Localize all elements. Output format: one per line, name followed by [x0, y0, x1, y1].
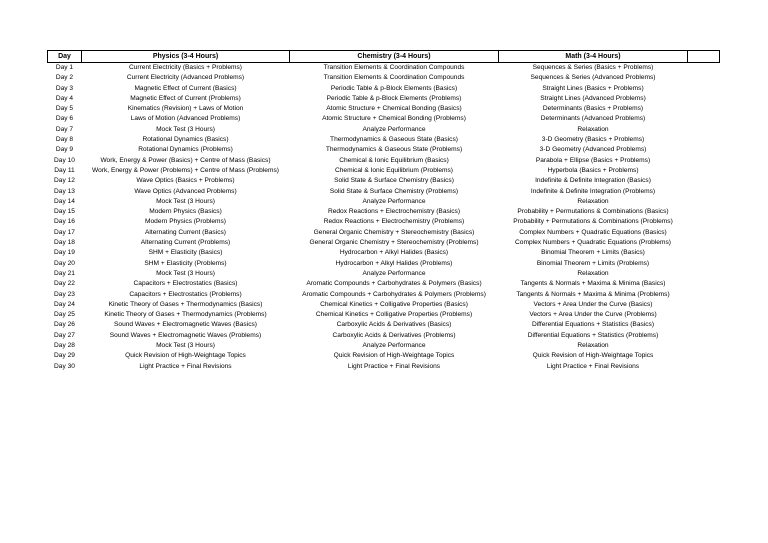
chemistry-cell: Aromatic Compounds + Carbohydrates & Polymers (Problems): [302, 290, 486, 298]
day-cell: Day 24: [54, 300, 75, 308]
table-row: [48, 290, 720, 300]
chemistry-cell: Hydrocarbon + Alkyl Halides (Basics): [339, 249, 449, 257]
header-chemistry: Chemistry (3-4 Hours): [290, 51, 499, 63]
header-physics: Physics (3-4 Hours): [82, 51, 290, 63]
chemistry-cell: Carboxylic Acids & Derivatives (Basics): [336, 321, 452, 329]
day-cell: Day 27: [54, 331, 75, 339]
table-row: [48, 259, 720, 269]
table-row: [48, 114, 720, 124]
day-cell: Day 14: [54, 197, 75, 205]
physics-cell: Kinetic Theory of Gases + Thermodynamics (Basics): [108, 300, 263, 308]
math-cell: Probability + Permutations & Combinations (Problems): [513, 218, 673, 226]
header-empty-cell: [688, 51, 720, 63]
empty-cell: [688, 197, 720, 207]
chemistry-cell: Transition Elements & Coordination Compounds: [323, 64, 465, 71]
math-cell: Parabola + Ellipse (Basics + Problems): [535, 156, 651, 164]
empty-cell: [688, 166, 720, 176]
table-row: [48, 269, 720, 279]
physics-cell: Mock Test (3 Hours): [156, 125, 215, 133]
empty-cell: [688, 187, 720, 197]
table-row: [48, 320, 720, 330]
table-row: [48, 310, 720, 320]
day-cell: Day 29: [54, 352, 75, 360]
empty-cell: [688, 104, 720, 114]
day-cell: Day 1: [55, 64, 74, 71]
empty-cell: [688, 156, 720, 166]
physics-cell: Magnetic Effect of Current (Problems): [130, 94, 241, 102]
physics-cell: Mock Test (3 Hours): [156, 197, 215, 205]
day-cell: Day 20: [54, 259, 75, 267]
day-cell: Day 7: [55, 125, 74, 133]
header-day: Day: [48, 51, 82, 63]
empty-cell: [688, 176, 720, 186]
math-cell: Binomial Theorem + Limits (Basics): [541, 249, 645, 257]
math-cell: Hyperbola (Basics + Problems): [547, 166, 639, 174]
empty-cell: [688, 259, 720, 269]
chemistry-cell: Hydrocarbon + Alkyl Halides (Problems): [335, 259, 453, 267]
math-cell: Binomial Theorem + Limits (Problems): [536, 259, 650, 267]
math-cell: Tangents & Normals + Maxima & Minima (Problems): [516, 290, 670, 298]
day-cell: Day 13: [54, 187, 75, 195]
table-row: [48, 187, 720, 197]
table-row: [48, 341, 720, 351]
math-cell: Relaxation: [577, 269, 609, 277]
chemistry-cell: Aromatic Compounds + Carbohydrates & Polymers (Basics): [306, 280, 482, 288]
empty-cell: [688, 362, 720, 372]
empty-cell: [688, 300, 720, 310]
math-cell: Sequences & Series (Basics + Problems): [532, 64, 654, 71]
day-cell: Day 19: [54, 249, 75, 257]
chemistry-cell: Chemical Kinetics + Colligative Properties (Basics): [320, 300, 468, 308]
physics-cell: Quick Revision of High-Weightage Topics: [125, 352, 246, 360]
math-cell: Vectors + Area Under the Curve (Problems): [529, 311, 657, 319]
empty-cell: [688, 320, 720, 330]
table-row: [48, 362, 720, 372]
chemistry-cell: Atomic Structure + Chemical Bonding (Basics): [326, 105, 462, 113]
chemistry-cell: Redox Reactions + Electrochemistry (Basics): [327, 208, 461, 216]
math-cell: Relaxation: [577, 342, 609, 350]
math-cell: 3-D Geometry (Basics + Problems): [541, 136, 645, 144]
table-row: [48, 197, 720, 207]
math-cell: Determinants (Basics + Problems): [542, 105, 644, 113]
empty-cell: [688, 310, 720, 320]
day-cell: Day 17: [54, 228, 75, 236]
math-cell: Indefinite & Definite Integration (Basics): [535, 177, 651, 185]
day-cell: Day 28: [54, 342, 75, 350]
math-cell: Probability + Permutations & Combinations (Basics): [517, 208, 669, 216]
math-cell: Sequences & Series (Advanced Problems): [530, 74, 656, 82]
chemistry-cell: Quick Revision of High-Weightage Topics: [333, 352, 455, 360]
physics-cell: Sound Waves + Electromagnetic Waves (Problems): [109, 331, 262, 339]
chemistry-cell: Solid State & Surface Chemistry (Problems): [329, 187, 459, 195]
chemistry-cell: Carboxylic Acids & Derivatives (Problems): [332, 331, 456, 339]
chemistry-cell: Analyze Performance: [362, 342, 426, 350]
physics-cell: Modern Physics (Problems): [145, 218, 226, 226]
day-cell: Day 12: [54, 177, 75, 185]
math-cell: Straight Lines (Advanced Problems): [540, 94, 646, 102]
math-cell: Straight Lines (Basics + Problems): [542, 84, 644, 92]
empty-cell: [688, 279, 720, 289]
physics-cell: SHM + Elasticity (Problems): [144, 259, 227, 267]
math-cell: Differential Equations + Statistics (Basics): [531, 321, 655, 329]
chemistry-cell: Redox Reactions + Electrochemistry (Problems): [323, 218, 465, 226]
chemistry-cell: Atomic Structure + Chemical Bonding (Problems): [322, 115, 466, 123]
chemistry-cell: Transition Elements & Coordination Compounds: [323, 74, 465, 82]
header-row: [48, 51, 720, 63]
empty-cell: [688, 341, 720, 351]
table-row: [48, 207, 720, 217]
day-cell: Day 25: [54, 311, 75, 319]
table-row: [48, 94, 720, 104]
table-row: [48, 145, 720, 155]
empty-cell: [688, 331, 720, 341]
empty-cell: [688, 125, 720, 135]
math-cell: Determinants (Advanced Problems): [540, 115, 646, 123]
table-row: [48, 73, 720, 83]
chemistry-cell: General Organic Chemistry + Stereochemistry (Problems): [309, 239, 479, 247]
physics-cell: Work, Energy & Power (Basics) + Centre of Mass (Basics): [100, 156, 271, 164]
physics-cell: Sound Waves + Electromagnetic Waves (Basics): [114, 321, 257, 329]
math-cell: Relaxation: [577, 197, 609, 205]
physics-cell: Mock Test (3 Hours): [156, 342, 215, 350]
table-row: [48, 84, 720, 94]
physics-cell: Alternating Current (Problems): [140, 239, 231, 247]
empty-cell: [688, 84, 720, 94]
day-cell: Day 30: [54, 362, 75, 370]
table-row: [48, 156, 720, 166]
empty-cell: [688, 290, 720, 300]
math-cell: Differential Equations + Statistics (Problems): [527, 331, 659, 339]
chemistry-cell: Thermodynamics & Gaseous State (Problems): [325, 146, 463, 154]
empty-cell: [688, 217, 720, 227]
day-cell: Day 3: [55, 84, 74, 92]
table-row: [48, 279, 720, 289]
table-row: [48, 63, 720, 74]
empty-cell: [688, 135, 720, 145]
day-cell: Day 18: [54, 239, 75, 247]
table-row: [48, 166, 720, 176]
chemistry-cell: Periodic Table & p-Block Elements (Problems): [326, 94, 462, 102]
empty-cell: [688, 114, 720, 124]
day-cell: Day 26: [54, 321, 75, 329]
empty-cell: [688, 145, 720, 155]
math-cell: Indefinite & Definite Integration (Problems): [530, 187, 656, 195]
physics-cell: Rotational Dynamics (Basics): [142, 136, 229, 144]
day-cell: Day 11: [54, 166, 75, 174]
day-cell: Day 4: [55, 94, 74, 102]
day-cell: Day 10: [54, 156, 75, 164]
table-body: [48, 63, 720, 372]
math-cell: 3-D Geometry (Advanced Problems): [539, 146, 647, 154]
math-cell: Vectors + Area Under the Curve (Basics): [533, 300, 653, 308]
empty-cell: [688, 73, 720, 83]
empty-cell: [688, 228, 720, 238]
empty-cell: [688, 238, 720, 248]
study-schedule-table: [47, 50, 720, 372]
physics-cell: Light Practice + Final Revisions: [139, 362, 232, 370]
physics-cell: Current Electricity (Advanced Problems): [126, 74, 245, 82]
table-row: [48, 104, 720, 114]
physics-cell: Kinetic Theory of Gases + Thermodynamics (Problems): [104, 311, 267, 319]
math-cell: Complex Numbers + Quadratic Equations (Basics): [519, 228, 667, 236]
day-cell: Day 22: [54, 280, 75, 288]
physics-cell: Rotational Dynamics (Problems): [138, 146, 233, 154]
empty-cell: [688, 63, 720, 74]
physics-cell: SHM + Elasticity (Basics): [148, 249, 223, 257]
day-cell: Day 23: [54, 290, 75, 298]
physics-cell: Current Electricity (Basics + Problems): [128, 64, 243, 71]
physics-cell: Wave Optics (Basics + Problems): [136, 177, 235, 185]
math-cell: Tangents & Normals + Maxima & Minima (Basics): [520, 280, 666, 288]
math-cell: Quick Revision of High-Weightage Topics: [532, 352, 654, 360]
chemistry-cell: Thermodynamics & Gaseous State (Basics): [330, 136, 458, 144]
chemistry-cell: Analyze Performance: [362, 125, 426, 133]
chemistry-cell: Analyze Performance: [362, 197, 426, 205]
physics-cell: Mock Test (3 Hours): [156, 269, 215, 277]
table-row: [48, 238, 720, 248]
empty-cell: [688, 207, 720, 217]
empty-cell: [688, 248, 720, 258]
table-row: [48, 217, 720, 227]
chemistry-cell: Light Practice + Final Revisions: [347, 362, 441, 370]
table-row: [48, 228, 720, 238]
table-row: [48, 125, 720, 135]
table-row: [48, 331, 720, 341]
chemistry-cell: Analyze Performance: [362, 269, 426, 277]
empty-cell: [688, 269, 720, 279]
day-cell: Day 21: [54, 269, 75, 277]
day-cell: Day 15: [54, 208, 75, 216]
chemistry-cell: Solid State & Surface Chemistry (Basics): [334, 177, 454, 185]
chemistry-cell: Chemical & Ionic Equilibrium (Basics): [339, 156, 449, 164]
empty-cell: [688, 94, 720, 104]
table-row: [48, 176, 720, 186]
day-cell: Day 16: [54, 218, 75, 226]
physics-cell: Kinematics (Revision) + Laws of Motion: [127, 105, 244, 113]
physics-cell: Capacitors + Electrostatics (Basics): [133, 280, 238, 288]
table-row: [48, 135, 720, 145]
day-cell: Day 9: [55, 146, 74, 154]
day-cell: Day 6: [55, 115, 74, 123]
table-row: [48, 351, 720, 361]
table-row: [48, 248, 720, 258]
physics-cell: Capacitors + Electrostatics (Problems): [129, 290, 242, 298]
physics-cell: Laws of Motion (Advanced Problems): [130, 115, 241, 123]
math-cell: Light Practice + Final Revisions: [546, 362, 640, 370]
chemistry-cell: General Organic Chemistry + Stereochemistry (Basics): [313, 228, 475, 236]
chemistry-cell: Periodic Table & p-Block Elements (Basics): [330, 84, 458, 92]
physics-cell: Modern Physics (Basics): [149, 208, 222, 216]
day-cell: Day 8: [55, 136, 74, 144]
header-math: Math (3-4 Hours): [499, 51, 688, 63]
table-row: [48, 300, 720, 310]
physics-cell: Alternating Current (Basics): [145, 228, 226, 236]
math-cell: Complex Numbers + Quadratic Equations (Problems): [515, 239, 671, 247]
physics-cell: Work, Energy & Power (Problems) + Centre of Mass (Problems): [92, 166, 279, 174]
chemistry-cell: Chemical Kinetics + Colligative Properties (Problems): [315, 311, 473, 319]
physics-cell: Magnetic Effect of Current (Basics): [134, 84, 237, 92]
empty-cell: [688, 351, 720, 361]
physics-cell: Wave Optics (Advanced Problems): [134, 187, 237, 195]
day-cell: Day 5: [55, 105, 74, 113]
day-cell: Day 2: [55, 74, 74, 82]
math-cell: Relaxation: [577, 125, 609, 133]
chemistry-cell: Chemical & Ionic Equilibrium (Problems): [335, 166, 453, 174]
